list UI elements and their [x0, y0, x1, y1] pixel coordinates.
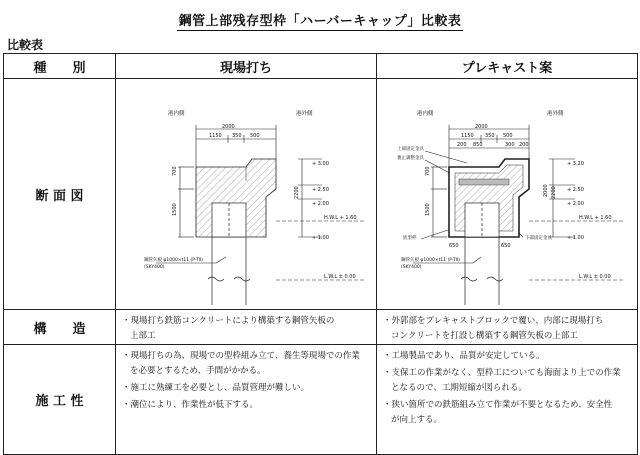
structure-cast-line-2: 上部工	[130, 331, 156, 341]
vert-dim-3: 2000	[543, 184, 549, 197]
table-header-row	[4, 54, 638, 79]
structure-precast	[377, 310, 638, 345]
hwl-label: H.W.L + 1.60	[324, 215, 357, 221]
elev-3: + 2.00	[567, 201, 584, 207]
port-out-label: 港外側	[547, 111, 564, 117]
list-item: ・工場製品であり、品質が安定している。	[383, 351, 545, 361]
cast-in-place-section-drawing	[116, 79, 375, 305]
lwl-label: L.W.L ± 0.00	[324, 274, 356, 280]
row-label-structure: 構 造	[4, 310, 116, 345]
elev-1: + 3.00	[312, 161, 329, 167]
header-precast: プレキャスト案	[377, 54, 638, 79]
port-in-label: 港内側	[168, 111, 185, 117]
dim-part-3: 500	[250, 133, 260, 139]
elev-2: + 2.50	[312, 187, 329, 193]
drawing-cast-in-place-cell	[116, 79, 377, 310]
list-item: ・潮位により、作業性が低下する。	[122, 400, 259, 410]
dim-sub-1: 200	[457, 142, 467, 148]
section-label: 比較表	[7, 38, 44, 52]
lwl-label: L.W.L ± 0.00	[579, 274, 611, 280]
list-item: ・施工に熟練工を必要とし、品質管理が難しい。	[122, 383, 310, 393]
port-in-label: 港内側	[417, 111, 434, 117]
pipe-note-2: (SKY400)	[401, 265, 422, 270]
dim-part-2: 350	[232, 133, 242, 139]
elev-2: + 2.50	[567, 187, 584, 193]
row-label-workability: 施 工 性	[4, 345, 116, 455]
port-out-label: 港外側	[296, 111, 313, 117]
bottom-dim-2: 650	[501, 243, 511, 249]
precast-section-drawing	[377, 79, 636, 305]
dim-part-3: 500	[503, 133, 513, 139]
vert-dim-1: 700	[172, 166, 178, 176]
elev-1: + 3.20	[567, 161, 584, 167]
header-cast-in-place: 現場打ち	[116, 54, 377, 79]
structure-cast-line-1: ・現場打ち鉄筋コンクリートにより構築する鋼管矢板の	[122, 316, 335, 326]
vert-dim-1: 700	[425, 166, 431, 176]
header-category: 種 別	[4, 54, 116, 79]
drawing-precast-cell	[377, 79, 638, 310]
dim-sub-2: 850	[473, 142, 483, 148]
pipe-note-2: (SKY400)	[144, 265, 165, 270]
row-label-section: 断 面 図	[4, 79, 116, 310]
steel-pipe	[208, 203, 250, 305]
steel-pipe	[461, 203, 503, 305]
dim-part-1: 1150	[461, 133, 474, 139]
workability-row	[4, 345, 638, 455]
vert-dim-4: 2200	[551, 186, 557, 199]
workability-cast-in-place	[116, 345, 377, 455]
dim-sub-3: 300	[505, 142, 515, 148]
pipe-note-1: 鋼管矢板 φ1000×t11 (P-TⅡ)	[401, 258, 460, 263]
vert-dim-2: 1500	[172, 203, 178, 216]
pipe-note-1: 鋼管矢板 φ1000×t11 (P-TⅡ)	[144, 258, 203, 263]
hwl-label: H.W.L + 1.60	[579, 215, 612, 221]
dim-part-1: 1150	[209, 133, 222, 139]
label-top-fixing: 上部固定金具	[397, 147, 424, 152]
structure-precast-line-1: ・外郭部をプレキャストブロックで覆い、内部に現場打ち	[383, 316, 604, 326]
structure-row	[4, 310, 638, 345]
comparison-table	[3, 53, 638, 455]
list-item: ・現場打ちの為、現場での型枠組み立て、養生等現場での作業 を必要とするため、手間がかかる。	[122, 351, 360, 376]
label-bottom-fixing: 下部固定金具	[525, 236, 552, 241]
list-item: ・狭い箇所での鉄筋組み立て作業が不要となるため、安全性 が向上する。	[383, 400, 613, 425]
bottom-dim-1: 650	[449, 243, 459, 249]
elev-4: + 1.00	[567, 235, 584, 241]
dim-sub-4: 200	[519, 142, 529, 148]
dim-total: 2000	[222, 124, 235, 130]
label-back-adjust: 裏止調整金具	[397, 156, 424, 161]
section-drawing-row	[4, 79, 638, 310]
vert-dim-3: 2200	[294, 186, 300, 199]
dim-total: 2000	[475, 124, 488, 130]
vert-dim-2: 1500	[425, 203, 431, 216]
label-bottom-form: 底型枠	[403, 236, 417, 241]
structure-cast-in-place	[116, 310, 377, 345]
list-item: ・支保工の作業がなく、型枠工についても海面より上での作業 となるので、工期短縮が図られる。	[383, 368, 621, 393]
workability-precast	[377, 345, 638, 455]
structure-precast-line-2: コンクリートを打設し構築する鋼管矢板の上部工	[391, 331, 578, 341]
document-title: 鋼管上部残存型枠「ハーバーキャップ」比較表	[178, 14, 462, 29]
dim-part-2: 350	[485, 133, 495, 139]
elev-3: + 2.00	[312, 201, 329, 207]
elev-4: + 1.00	[312, 235, 329, 241]
